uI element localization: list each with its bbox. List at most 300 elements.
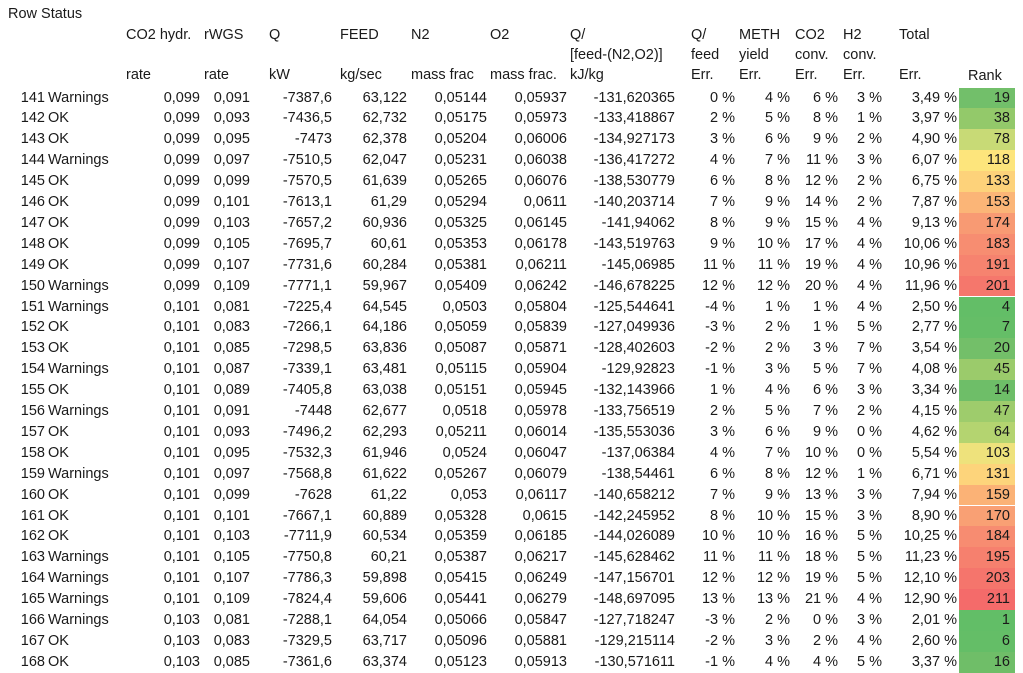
o2-mass-frac: 0,06047 bbox=[514, 444, 567, 461]
feed-kg-sec: 61,29 bbox=[370, 194, 407, 210]
meth-yield-err: 7 % bbox=[765, 152, 790, 169]
h2-conv-err: 0 % bbox=[857, 444, 882, 461]
total-err: 7,94 % bbox=[911, 486, 957, 503]
feed-kg-sec: 62,378 bbox=[362, 131, 407, 148]
co2-conv-err: 1 % bbox=[813, 319, 838, 336]
rank-cell: 14 bbox=[959, 380, 1015, 401]
total-err: 3,54 % bbox=[911, 340, 957, 357]
co2-conv-err: 0 % bbox=[813, 612, 838, 628]
meth-yield-err: 13 % bbox=[756, 591, 790, 608]
row-status: OK bbox=[48, 382, 69, 399]
total-err: 3,37 % bbox=[911, 653, 957, 670]
header-q-per-feed-net-sub: [feed-(N2,O2)] bbox=[570, 47, 663, 63]
rwgs-rate: 0,101 bbox=[213, 507, 250, 524]
row-number: 158 bbox=[20, 444, 45, 461]
row-number: 148 bbox=[20, 235, 45, 252]
n2-mass-frac: 0,053 bbox=[450, 486, 487, 503]
total-err: 6,07 % bbox=[911, 152, 957, 169]
feed-kg-sec: 63,481 bbox=[362, 361, 407, 378]
o2-mass-frac: 0,06117 bbox=[515, 486, 567, 503]
q-kw: -7436,5 bbox=[282, 110, 332, 127]
co2-hydr-rate: 0,099 bbox=[163, 173, 200, 190]
total-err: 3,34 % bbox=[911, 382, 957, 399]
feed-kg-sec: 60,284 bbox=[362, 256, 407, 273]
q-kw: -7824,4 bbox=[282, 591, 332, 608]
rwgs-rate: 0,083 bbox=[213, 319, 250, 336]
q-feed-err: 1 % bbox=[710, 382, 735, 399]
row-number: 164 bbox=[20, 570, 45, 587]
meth-yield-err: 2 % bbox=[765, 612, 790, 628]
row-number: 149 bbox=[20, 256, 45, 273]
unit-h2-conv: Err. bbox=[843, 67, 866, 83]
row-status: OK bbox=[48, 256, 69, 273]
o2-mass-frac: 0,05978 bbox=[514, 403, 567, 419]
co2-conv-err: 4 % bbox=[813, 653, 838, 670]
q-feed-err: -3 % bbox=[705, 319, 735, 336]
row-status: OK bbox=[48, 235, 69, 252]
meth-yield-err: 3 % bbox=[765, 632, 790, 649]
rwgs-rate: 0,081 bbox=[213, 612, 250, 628]
q-kw: -7361,6 bbox=[282, 653, 332, 670]
o2-mass-frac: 0,06006 bbox=[514, 131, 567, 148]
row-status: OK bbox=[48, 507, 69, 524]
row-number: 160 bbox=[20, 486, 45, 503]
co2-conv-err: 12 % bbox=[804, 173, 838, 190]
q-per-feed-net: -140,658212 bbox=[593, 486, 675, 503]
rank-cell: 184 bbox=[959, 526, 1015, 547]
rwgs-rate: 0,091 bbox=[213, 403, 250, 419]
row-status: Warnings bbox=[48, 403, 109, 419]
rwgs-rate: 0,097 bbox=[213, 465, 250, 482]
row-status: Warnings bbox=[48, 277, 109, 294]
q-per-feed-net: -127,049936 bbox=[593, 319, 675, 336]
feed-kg-sec: 59,606 bbox=[362, 591, 407, 608]
total-err: 2,77 % bbox=[911, 319, 957, 336]
h2-conv-err: 2 % bbox=[857, 403, 882, 419]
row-number: 142 bbox=[20, 110, 45, 127]
q-kw: -7288,1 bbox=[282, 612, 332, 628]
q-feed-err: 10 % bbox=[701, 528, 735, 545]
o2-mass-frac: 0,05881 bbox=[514, 632, 567, 649]
rwgs-rate: 0,109 bbox=[213, 277, 250, 294]
total-err: 10,25 % bbox=[903, 528, 957, 545]
n2-mass-frac: 0,0503 bbox=[442, 298, 487, 315]
o2-mass-frac: 0,05839 bbox=[514, 319, 567, 336]
unit-co2-conv: Err. bbox=[795, 67, 818, 83]
q-per-feed-net: -130,571611 bbox=[594, 653, 675, 670]
feed-kg-sec: 63,374 bbox=[362, 653, 407, 670]
o2-mass-frac: 0,06178 bbox=[514, 235, 567, 252]
rank-cell: 170 bbox=[959, 506, 1015, 527]
o2-mass-frac: 0,06076 bbox=[514, 173, 567, 190]
co2-conv-err: 6 % bbox=[813, 89, 838, 106]
o2-mass-frac: 0,06079 bbox=[514, 465, 567, 482]
n2-mass-frac: 0,05267 bbox=[434, 465, 487, 482]
q-per-feed-net: -146,678225 bbox=[593, 277, 675, 294]
q-feed-err: 7 % bbox=[710, 486, 735, 503]
h2-conv-err: 2 % bbox=[857, 194, 882, 210]
co2-conv-err: 2 % bbox=[813, 632, 838, 649]
feed-kg-sec: 64,545 bbox=[362, 298, 407, 315]
q-per-feed-net: -147,156701 bbox=[593, 570, 675, 587]
meth-yield-err: 5 % bbox=[765, 110, 790, 127]
row-status: Warnings bbox=[48, 89, 109, 106]
co2-conv-err: 3 % bbox=[813, 340, 838, 357]
co2-hydr-rate: 0,099 bbox=[163, 214, 200, 231]
row-status: Warnings bbox=[48, 591, 109, 608]
n2-mass-frac: 0,05381 bbox=[434, 256, 487, 273]
n2-mass-frac: 0,05144 bbox=[434, 89, 487, 106]
co2-hydr-rate: 0,101 bbox=[163, 507, 200, 524]
o2-mass-frac: 0,06014 bbox=[514, 423, 567, 440]
feed-kg-sec: 61,946 bbox=[362, 444, 407, 461]
co2-conv-err: 15 % bbox=[804, 507, 838, 524]
n2-mass-frac: 0,05151 bbox=[434, 382, 487, 399]
q-kw: -7613,1 bbox=[282, 194, 332, 210]
q-per-feed-net: -144,026089 bbox=[593, 528, 675, 545]
n2-mass-frac: 0,05066 bbox=[434, 612, 487, 628]
rwgs-rate: 0,085 bbox=[213, 653, 250, 670]
q-feed-err: 12 % bbox=[701, 570, 735, 587]
n2-mass-frac: 0,05059 bbox=[434, 319, 487, 336]
row-number: 157 bbox=[20, 423, 45, 440]
co2-hydr-rate: 0,101 bbox=[163, 382, 200, 399]
q-kw: -7387,6 bbox=[282, 89, 332, 106]
feed-kg-sec: 63,122 bbox=[362, 89, 407, 106]
rank-cell: 133 bbox=[959, 171, 1015, 192]
total-err: 7,87 % bbox=[911, 194, 957, 210]
feed-kg-sec: 62,047 bbox=[362, 152, 407, 169]
unit-co2-hydr: rate bbox=[126, 67, 151, 83]
h2-conv-err: 1 % bbox=[857, 465, 882, 482]
co2-conv-err: 17 % bbox=[804, 235, 838, 252]
total-err: 2,60 % bbox=[911, 632, 957, 649]
header-n2: N2 bbox=[411, 27, 430, 43]
rwgs-rate: 0,105 bbox=[213, 235, 250, 252]
h2-conv-err: 3 % bbox=[857, 89, 882, 106]
header-total: Total bbox=[899, 27, 930, 43]
rwgs-rate: 0,107 bbox=[213, 256, 250, 273]
n2-mass-frac: 0,05294 bbox=[434, 194, 487, 210]
q-per-feed-net: -129,92823 bbox=[601, 361, 675, 378]
q-feed-err: 3 % bbox=[710, 131, 735, 148]
q-kw: -7628 bbox=[294, 486, 332, 503]
rwgs-rate: 0,109 bbox=[213, 591, 250, 608]
h2-conv-err: 5 % bbox=[857, 319, 882, 336]
feed-kg-sec: 63,836 bbox=[362, 340, 407, 357]
row-number: 145 bbox=[20, 173, 45, 190]
n2-mass-frac: 0,05211 bbox=[435, 423, 487, 440]
q-feed-err: 11 % bbox=[703, 549, 735, 566]
header-q: Q bbox=[269, 27, 281, 43]
co2-hydr-rate: 0,101 bbox=[163, 528, 200, 545]
n2-mass-frac: 0,05359 bbox=[434, 528, 487, 545]
rank-cell: 131 bbox=[959, 464, 1015, 485]
q-kw: -7657,2 bbox=[282, 214, 332, 231]
h2-conv-err: 3 % bbox=[857, 507, 882, 524]
n2-mass-frac: 0,05328 bbox=[434, 507, 487, 524]
total-err: 10,96 % bbox=[903, 256, 957, 273]
o2-mass-frac: 0,06249 bbox=[514, 570, 567, 587]
h2-conv-err: 7 % bbox=[857, 361, 882, 378]
co2-hydr-rate: 0,099 bbox=[163, 152, 200, 169]
feed-kg-sec: 64,186 bbox=[362, 319, 407, 336]
header-rank: Rank bbox=[968, 68, 1002, 84]
feed-kg-sec: 61,22 bbox=[370, 486, 407, 503]
co2-hydr-rate: 0,099 bbox=[163, 277, 200, 294]
co2-conv-err: 21 % bbox=[804, 591, 838, 608]
meth-yield-err: 10 % bbox=[756, 507, 790, 524]
row-number: 147 bbox=[20, 214, 45, 231]
rwgs-rate: 0,095 bbox=[213, 444, 250, 461]
row-number: 166 bbox=[20, 612, 45, 628]
co2-conv-err: 16 % bbox=[804, 528, 838, 545]
unit-q-feed: Err. bbox=[691, 67, 714, 83]
rwgs-rate: 0,091 bbox=[213, 89, 250, 106]
row-status: Warnings bbox=[48, 361, 109, 378]
q-kw: -7750,8 bbox=[282, 549, 332, 566]
q-kw: -7695,7 bbox=[282, 235, 332, 252]
rank-cell: 7 bbox=[959, 317, 1015, 338]
co2-hydr-rate: 0,101 bbox=[163, 549, 200, 566]
meth-yield-err: 4 % bbox=[765, 653, 790, 670]
q-kw: -7731,6 bbox=[282, 256, 332, 273]
header-meth: METH bbox=[739, 27, 781, 43]
q-feed-err: 8 % bbox=[710, 507, 735, 524]
row-number: 154 bbox=[20, 361, 45, 378]
co2-hydr-rate: 0,099 bbox=[163, 131, 200, 148]
total-err: 12,10 % bbox=[903, 570, 957, 587]
n2-mass-frac: 0,05265 bbox=[434, 173, 487, 190]
rank-cell: 191 bbox=[959, 255, 1015, 276]
row-status: Warnings bbox=[48, 570, 109, 587]
co2-conv-err: 8 % bbox=[813, 110, 838, 127]
co2-hydr-rate: 0,101 bbox=[163, 319, 200, 336]
co2-conv-err: 15 % bbox=[804, 214, 838, 231]
total-err: 3,97 % bbox=[911, 110, 957, 127]
rank-cell: 103 bbox=[959, 443, 1015, 464]
total-err: 11,96 % bbox=[904, 277, 957, 294]
q-kw: -7298,5 bbox=[282, 340, 332, 357]
row-status: OK bbox=[48, 110, 69, 127]
rank-cell: 78 bbox=[959, 129, 1015, 150]
o2-mass-frac: 0,05904 bbox=[514, 361, 567, 378]
rank-cell: 1 bbox=[959, 610, 1015, 631]
h2-conv-err: 5 % bbox=[857, 549, 882, 566]
rank-cell: 64 bbox=[959, 422, 1015, 443]
meth-yield-err: 1 % bbox=[765, 298, 790, 315]
n2-mass-frac: 0,05123 bbox=[434, 653, 487, 670]
h2-conv-err: 4 % bbox=[857, 214, 882, 231]
unit-meth: Err. bbox=[739, 67, 762, 83]
header-co2-conv-sub: conv. bbox=[795, 47, 829, 63]
h2-conv-err: 3 % bbox=[857, 486, 882, 503]
row-number: 141 bbox=[20, 89, 45, 106]
h2-conv-err: 4 % bbox=[857, 591, 882, 608]
co2-conv-err: 19 % bbox=[804, 256, 838, 273]
h2-conv-err: 2 % bbox=[857, 173, 882, 190]
meth-yield-err: 6 % bbox=[765, 131, 790, 148]
unit-o2: mass frac. bbox=[490, 67, 557, 83]
co2-conv-err: 9 % bbox=[813, 131, 838, 148]
q-feed-err: 2 % bbox=[710, 110, 735, 127]
feed-kg-sec: 60,534 bbox=[362, 528, 407, 545]
q-feed-err: 8 % bbox=[710, 214, 735, 231]
feed-kg-sec: 60,61 bbox=[370, 235, 407, 252]
co2-conv-err: 13 % bbox=[804, 486, 838, 503]
header-rwgs: rWGS bbox=[204, 27, 244, 43]
q-per-feed-net: -141,94062 bbox=[601, 214, 675, 231]
header-q-feed: Q/ bbox=[691, 27, 707, 43]
rwgs-rate: 0,101 bbox=[213, 194, 250, 210]
o2-mass-frac: 0,06242 bbox=[514, 277, 567, 294]
q-kw: -7510,5 bbox=[282, 152, 332, 169]
rank-cell: 16 bbox=[959, 652, 1015, 673]
co2-hydr-rate: 0,101 bbox=[163, 361, 200, 378]
q-per-feed-net: -138,54461 bbox=[601, 465, 675, 482]
unit-total: Err. bbox=[899, 67, 922, 83]
row-status: OK bbox=[48, 173, 69, 190]
q-kw: -7532,3 bbox=[282, 444, 332, 461]
feed-kg-sec: 60,889 bbox=[362, 507, 407, 524]
o2-mass-frac: 0,05847 bbox=[514, 612, 567, 628]
q-per-feed-net: -127,718247 bbox=[593, 612, 675, 628]
n2-mass-frac: 0,0518 bbox=[442, 403, 487, 419]
n2-mass-frac: 0,0524 bbox=[442, 444, 487, 461]
n2-mass-frac: 0,05409 bbox=[434, 277, 487, 294]
o2-mass-frac: 0,05871 bbox=[514, 340, 567, 357]
h2-conv-err: 4 % bbox=[857, 256, 882, 273]
h2-conv-err: 2 % bbox=[857, 131, 882, 148]
total-err: 4,15 % bbox=[911, 403, 957, 419]
row-number: 168 bbox=[20, 653, 45, 670]
meth-yield-err: 8 % bbox=[765, 465, 790, 482]
rwgs-rate: 0,085 bbox=[213, 340, 250, 357]
co2-hydr-rate: 0,101 bbox=[163, 423, 200, 440]
rank-cell: 159 bbox=[959, 485, 1015, 506]
row-number: 167 bbox=[20, 632, 45, 649]
o2-mass-frac: 0,05973 bbox=[514, 110, 567, 127]
total-err: 9,13 % bbox=[911, 214, 957, 231]
o2-mass-frac: 0,05945 bbox=[514, 382, 567, 399]
rank-cell: 211 bbox=[959, 589, 1015, 610]
n2-mass-frac: 0,05387 bbox=[434, 549, 487, 566]
h2-conv-err: 5 % bbox=[857, 570, 882, 587]
total-err: 2,01 % bbox=[911, 612, 957, 628]
q-per-feed-net: -142,245952 bbox=[593, 507, 675, 524]
h2-conv-err: 5 % bbox=[857, 653, 882, 670]
meth-yield-err: 3 % bbox=[765, 361, 790, 378]
feed-kg-sec: 59,898 bbox=[362, 570, 407, 587]
o2-mass-frac: 0,06038 bbox=[514, 152, 567, 169]
q-kw: -7568,8 bbox=[282, 465, 332, 482]
rank-cell: 118 bbox=[959, 150, 1015, 171]
rwgs-rate: 0,081 bbox=[213, 298, 250, 315]
total-err: 6,71 % bbox=[911, 465, 957, 482]
unit-n2: mass frac bbox=[411, 67, 474, 83]
co2-hydr-rate: 0,101 bbox=[163, 340, 200, 357]
rank-cell: 4 bbox=[959, 297, 1015, 318]
o2-mass-frac: 0,06279 bbox=[514, 591, 567, 608]
n2-mass-frac: 0,05175 bbox=[434, 110, 487, 127]
row-status: OK bbox=[48, 528, 69, 545]
feed-kg-sec: 60,936 bbox=[362, 214, 407, 231]
row-number: 163 bbox=[20, 549, 45, 566]
header-q-feed-sub: feed bbox=[691, 47, 720, 63]
row-status: OK bbox=[48, 319, 69, 336]
rank-cell: 20 bbox=[959, 338, 1015, 359]
n2-mass-frac: 0,05353 bbox=[434, 235, 487, 252]
co2-conv-err: 18 % bbox=[804, 549, 838, 566]
header-o2: O2 bbox=[490, 27, 510, 43]
row-number: 155 bbox=[20, 382, 45, 399]
feed-kg-sec: 61,639 bbox=[362, 173, 407, 190]
rank-cell: 174 bbox=[959, 213, 1015, 234]
total-err: 8,90 % bbox=[911, 507, 957, 524]
q-feed-err: -4 % bbox=[705, 298, 735, 315]
feed-kg-sec: 62,677 bbox=[362, 403, 407, 419]
row-number: 150 bbox=[20, 277, 45, 294]
q-kw: -7448 bbox=[294, 403, 332, 419]
row-number: 152 bbox=[20, 319, 45, 336]
co2-hydr-rate: 0,101 bbox=[163, 403, 200, 419]
meth-yield-err: 9 % bbox=[765, 194, 790, 210]
row-status: Warnings bbox=[48, 152, 109, 169]
row-number: 153 bbox=[20, 340, 45, 357]
feed-kg-sec: 61,622 bbox=[362, 465, 407, 482]
h2-conv-err: 5 % bbox=[857, 528, 882, 545]
meth-yield-err: 9 % bbox=[765, 486, 790, 503]
meth-yield-err: 10 % bbox=[756, 235, 790, 252]
co2-hydr-rate: 0,103 bbox=[163, 612, 200, 628]
q-kw: -7339,1 bbox=[282, 361, 332, 378]
q-per-feed-net: -148,697095 bbox=[593, 591, 675, 608]
n2-mass-frac: 0,05087 bbox=[434, 340, 487, 357]
q-feed-err: 0 % bbox=[710, 89, 735, 106]
o2-mass-frac: 0,05913 bbox=[514, 653, 567, 670]
co2-hydr-rate: 0,099 bbox=[163, 110, 200, 127]
n2-mass-frac: 0,05115 bbox=[435, 361, 487, 378]
unit-q-per-feed-net: kJ/kg bbox=[570, 67, 604, 83]
co2-conv-err: 12 % bbox=[804, 465, 838, 482]
rwgs-rate: 0,097 bbox=[213, 152, 250, 169]
row-status: OK bbox=[48, 444, 69, 461]
h2-conv-err: 4 % bbox=[857, 235, 882, 252]
header-meth-sub: yield bbox=[739, 47, 769, 63]
header-feed: FEED bbox=[340, 27, 379, 43]
h2-conv-err: 7 % bbox=[857, 340, 882, 357]
row-number: 159 bbox=[20, 465, 45, 482]
q-kw: -7405,8 bbox=[282, 382, 332, 399]
q-kw: -7711,9 bbox=[283, 528, 332, 545]
co2-conv-err: 14 % bbox=[804, 194, 838, 210]
total-err: 2,50 % bbox=[911, 298, 957, 315]
o2-mass-frac: 0,05937 bbox=[514, 89, 567, 106]
rank-cell: 38 bbox=[959, 108, 1015, 129]
co2-conv-err: 19 % bbox=[804, 570, 838, 587]
row-status: OK bbox=[48, 194, 69, 210]
o2-mass-frac: 0,0615 bbox=[522, 507, 567, 524]
total-err: 3,49 % bbox=[911, 89, 957, 106]
q-kw: -7771,1 bbox=[282, 277, 332, 294]
q-feed-err: 2 % bbox=[710, 403, 735, 419]
q-feed-err: -3 % bbox=[705, 612, 735, 628]
page-title: Row Status bbox=[8, 6, 83, 22]
feed-kg-sec: 63,038 bbox=[362, 382, 407, 399]
q-feed-err: -2 % bbox=[705, 632, 735, 649]
o2-mass-frac: 0,0611 bbox=[523, 194, 567, 210]
total-err: 12,90 % bbox=[903, 591, 957, 608]
